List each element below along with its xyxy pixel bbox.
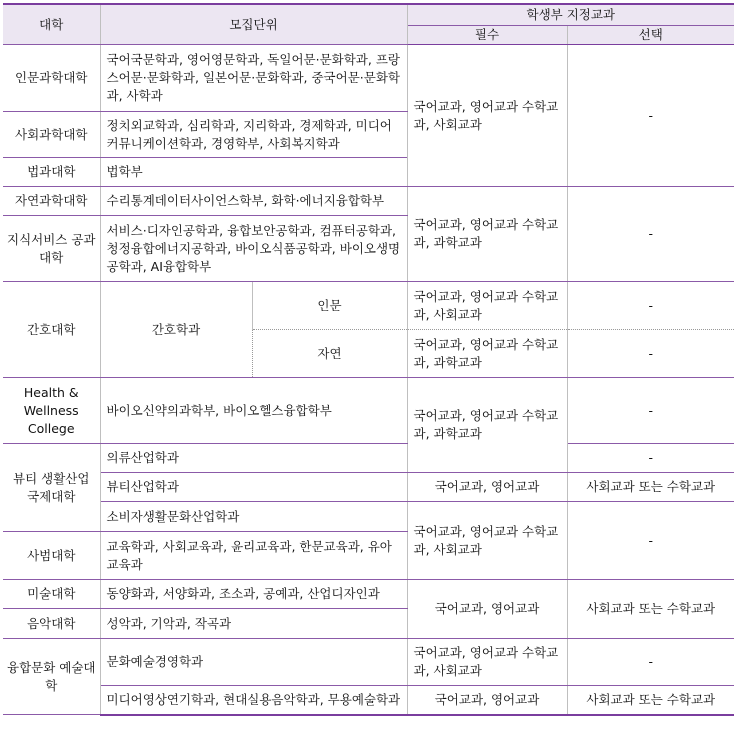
- required-beauty-2: 국어교과, 영어교과: [407, 473, 567, 502]
- units-law: 법학부: [100, 158, 407, 187]
- units-education: 교육학과, 사회교육과, 윤리교육과, 한문교육과, 유아교육과: [100, 532, 407, 580]
- college-natural: 자연과학대학: [3, 187, 100, 216]
- elective-group4: -: [567, 502, 734, 580]
- college-music: 음악대학: [3, 609, 100, 639]
- unit-beauty-2: 뷰티산업학과: [100, 473, 407, 502]
- required-group4: 국어교과, 영어교과 수학교과, 사회교과: [407, 502, 567, 580]
- elective-group5: 사회교과 또는 수학교과: [567, 580, 734, 639]
- required-group3: 국어교과, 영어교과 수학교과, 과학교과: [407, 378, 567, 473]
- elective-beauty-1: -: [567, 444, 734, 473]
- required-group2: 국어교과, 영어교과 수학교과, 과학교과: [407, 187, 567, 282]
- header-college: 대학: [3, 4, 100, 45]
- elective-culture-1: -: [567, 639, 734, 686]
- units-humanities: 국어국문학과, 영어영문학과, 독일어문·문화학과, 프랑스어문·문화학과, 일본어문·문화학과, 중국어문·문화학과, 사학과: [100, 45, 407, 112]
- college-art: 미술대학: [3, 580, 100, 609]
- elective-nursing-natural: -: [567, 330, 734, 378]
- required-nursing-natural: 국어교과, 영어교과 수학교과, 과학교과: [407, 330, 567, 378]
- college-humanities: 인문과학대학: [3, 45, 100, 112]
- unit-nursing: 간호학과: [100, 282, 252, 378]
- college-education: 사범대학: [3, 532, 100, 580]
- college-nursing: 간호대학: [3, 282, 100, 378]
- elective-nursing-humanities: -: [567, 282, 734, 330]
- header-elective: 선택: [567, 26, 734, 45]
- elective-health: -: [567, 378, 734, 444]
- unit-culture-2: 미디어영상연기학과, 현대실용음악학과, 무용예술학과: [100, 686, 407, 715]
- required-culture-2: 국어교과, 영어교과: [407, 686, 567, 715]
- header-designated: 학생부 지정교과: [407, 4, 734, 26]
- track-humanities: 인문: [252, 282, 407, 330]
- elective-group2: -: [567, 187, 734, 282]
- unit-culture-1: 문화예술경영학과: [100, 639, 407, 686]
- header-required: 필수: [407, 26, 567, 45]
- header-unit: 모집단위: [100, 4, 407, 45]
- required-group1: 국어교과, 영어교과 수학교과, 사회교과: [407, 45, 567, 187]
- college-engineering: 지식서비스 공과대학: [3, 216, 100, 282]
- elective-beauty-2: 사회교과 또는 수학교과: [567, 473, 734, 502]
- college-beauty: 뷰티 생활산업 국제대학: [3, 444, 100, 532]
- college-culture: 융합문화 예술대학: [3, 639, 100, 715]
- elective-culture-2: 사회교과 또는 수학교과: [567, 686, 734, 715]
- college-health: Health & Wellness College: [3, 378, 100, 444]
- units-engineering: 서비스·디자인공학과, 융합보안공학과, 컴퓨터공학과, 청정융합에너지공학과, 바이오식품공학과, 바이오생명공학과, AI융합학부: [100, 216, 407, 282]
- required-culture-1: 국어교과, 영어교과 수학교과, 사회교과: [407, 639, 567, 686]
- units-social: 정치외교학과, 심리학과, 지리학과, 경제학과, 미디어커뮤니케이션학과, 경영학부, 사회복지학과: [100, 112, 407, 158]
- units-natural: 수리통계데이터사이언스학부, 화학·에너지융합학부: [100, 187, 407, 216]
- unit-beauty-3: 소비자생활문화산업학과: [100, 502, 407, 532]
- college-law: 법과대학: [3, 158, 100, 187]
- required-nursing-humanities: 국어교과, 영어교과 수학교과, 사회교과: [407, 282, 567, 330]
- college-social: 사회과학대학: [3, 112, 100, 158]
- admission-table: [3, 3, 734, 716]
- elective-group1: -: [567, 45, 734, 187]
- required-group5: 국어교과, 영어교과: [407, 580, 567, 639]
- units-art: 동양화과, 서양화과, 조소과, 공예과, 산업디자인과: [100, 580, 407, 609]
- units-health: 바이오신약의과학부, 바이오헬스융합학부: [100, 378, 407, 444]
- unit-beauty-1: 의류산업학과: [100, 444, 407, 473]
- track-natural: 자연: [252, 330, 407, 378]
- units-music: 성악과, 기악과, 작곡과: [100, 609, 407, 639]
